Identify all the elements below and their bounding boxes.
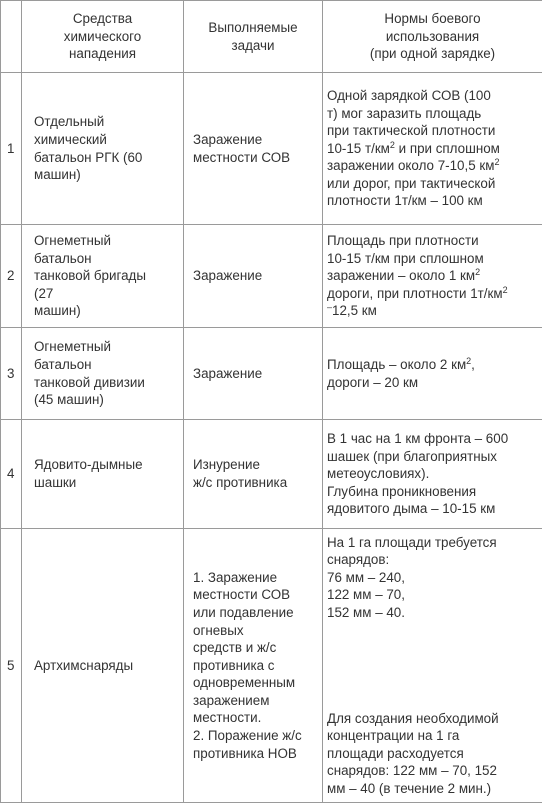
means-cell: Ядовито-дымные шашки [22,420,184,529]
table-row [1,73,542,225]
table-row [1,328,542,420]
header-tasks-cell: Выполняемые задачи [184,1,323,73]
task-cell: Заражение [184,328,323,420]
means-cell: Отдельный химический батальон РГК (60 машин) [22,73,184,225]
table-row [1,529,542,803]
means-cell: Огнеметный батальон танковой дивизии (45 машин) [22,328,184,420]
task-cell: 1. Заражение местности СОВ или подавление огневых средств и ж/с противника с одновременным заражением местности. 2. Поражение ж/с противника НОВ [184,529,323,803]
norm-cell: Одной зарядкой СОВ (100 т) мог заразить площадь при тактической плотности 10-15 $т/км^2$ и при сплошном заражении около 7-10,5 $км^2$ или дорог, при тактической плотности 1т/км – 100 км [323,73,542,225]
means-cell: Огнеметный батальон танковой бригады (27 машин) [22,225,184,328]
header-number-cell [1,1,22,73]
row-number: 1 [1,73,22,225]
row-number: 5 [1,529,22,803]
row-number: 2 [1,225,22,328]
table-row [1,225,542,328]
header-norms-cell: Нормы боевого использования (при одной зарядке) [323,1,542,73]
table-row [1,420,542,529]
means-cell: Артхимснаряды [22,529,184,803]
task-cell: Заражение [184,225,323,328]
task-cell: Изнурение ж/с противника [184,420,323,529]
row-number: 3 [1,328,22,420]
norm-cell: В 1 час на 1 км фронта – 600 шашек (при благоприятных метеоусловиях). Глубина проникновения ядовитого дыма – 10-15 км [323,420,542,529]
row-number: 4 [1,420,22,529]
norm-cell: Площадь – около 2 $км^2$, дороги – 20 км [323,328,542,420]
header-row [1,1,542,73]
norm-cell: Площадь при плотности 10-15 т/км при сплошном заражении – около 1 $км^2$ дороги, при плотности $1т/км^2$ –12,5 км [323,225,542,328]
task-cell: Заражение местности СОВ [184,73,323,225]
header-means-cell: Средства химического нападения [22,1,184,73]
norm-cell: На 1 га площади требуется снарядов: 76 мм – 240, 122 мм – 70, 152 мм – 40. Для создания необходимой концентрации на 1 га площади расходуется снарядов: 122 мм – 70, 152 мм – 40 (в течение 2 мин.) [323,529,542,803]
